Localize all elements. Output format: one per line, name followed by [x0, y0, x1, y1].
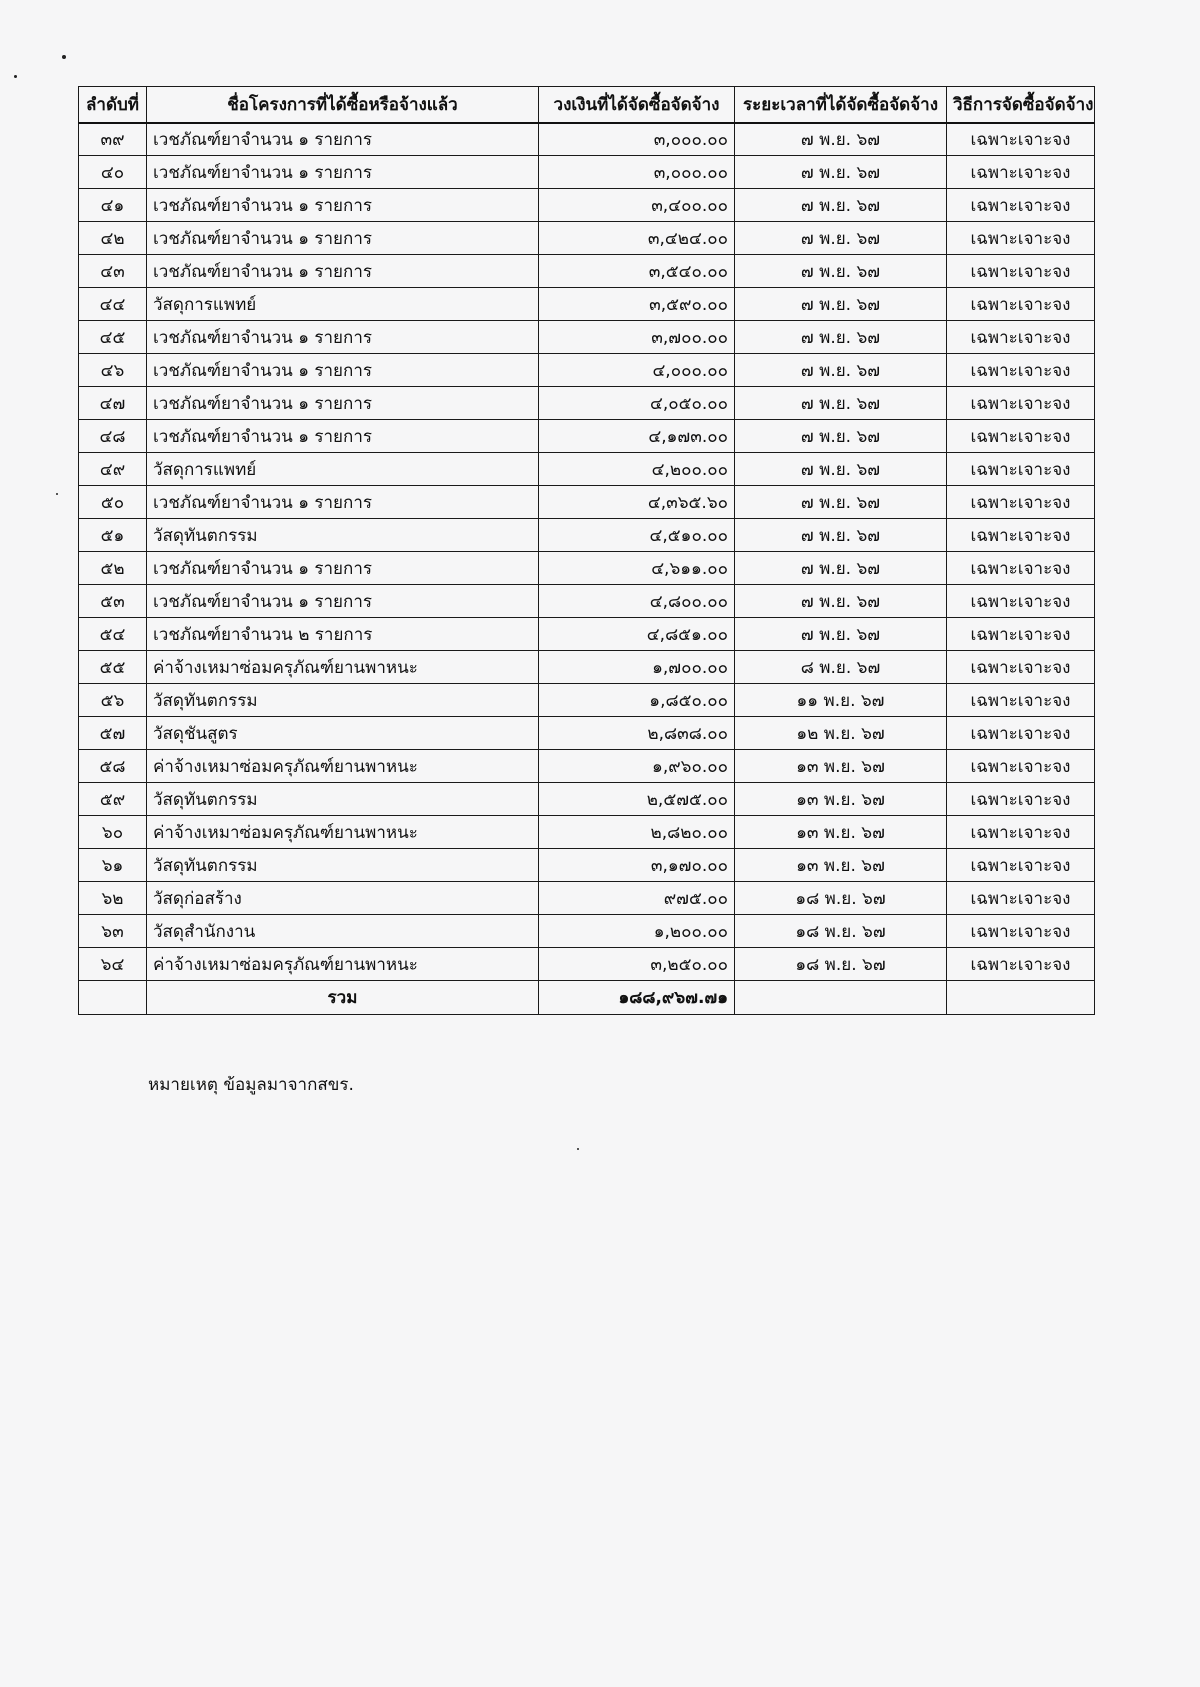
- table-row: [79, 420, 1095, 453]
- cell-project-name: เวชภัณฑ์ยาจำนวน ๑ รายการ: [147, 354, 539, 387]
- table-row: [79, 849, 1095, 882]
- cell-date: ๑๑ พ.ย. ๖๗: [735, 684, 947, 717]
- cell-no: ๔๗: [79, 387, 147, 420]
- header-date: ระยะเวลาที่ได้จัดซื้อจัดจ้าง: [735, 87, 947, 123]
- total-date-cell: [735, 981, 947, 1015]
- cell-date: ๗ พ.ย. ๖๗: [735, 222, 947, 255]
- cell-amount: ๓,๔๒๔.๐๐: [539, 222, 735, 255]
- table-row: [79, 321, 1095, 354]
- cell-amount: ๓,๐๐๐.๐๐: [539, 156, 735, 189]
- table-row: [79, 585, 1095, 618]
- cell-no: ๔๔: [79, 288, 147, 321]
- cell-date: ๗ พ.ย. ๖๗: [735, 552, 947, 585]
- total-no-cell: [79, 981, 147, 1015]
- scan-speck: [14, 75, 17, 78]
- cell-date: ๑๓ พ.ย. ๖๗: [735, 816, 947, 849]
- cell-amount: ๔,๘๕๑.๐๐: [539, 618, 735, 651]
- table-row: [79, 354, 1095, 387]
- cell-method: เฉพาะเจาะจง: [947, 816, 1095, 849]
- total-amount: ๑๘๘,๙๖๗.๗๑: [539, 981, 735, 1015]
- scan-speck: [56, 493, 58, 495]
- cell-no: ๔๖: [79, 354, 147, 387]
- cell-method: เฉพาะเจาะจง: [947, 882, 1095, 915]
- cell-amount: ๔,๖๑๑.๐๐: [539, 552, 735, 585]
- cell-no: ๖๐: [79, 816, 147, 849]
- cell-method: เฉพาะเจาะจง: [947, 651, 1095, 684]
- cell-amount: ๑,๗๐๐.๐๐: [539, 651, 735, 684]
- cell-date: ๗ พ.ย. ๖๗: [735, 420, 947, 453]
- cell-project-name: วัสดุชันสูตร: [147, 717, 539, 750]
- total-method-cell: [947, 981, 1095, 1015]
- cell-method: เฉพาะเจาะจง: [947, 255, 1095, 288]
- cell-date: ๑๘ พ.ย. ๖๗: [735, 948, 947, 981]
- table-row: [79, 750, 1095, 783]
- cell-no: ๖๓: [79, 915, 147, 948]
- cell-project-name: เวชภัณฑ์ยาจำนวน ๑ รายการ: [147, 255, 539, 288]
- table-row: [79, 519, 1095, 552]
- cell-method: เฉพาะเจาะจง: [947, 156, 1095, 189]
- cell-project-name: ค่าจ้างเหมาซ่อมครุภัณฑ์ยานพาหนะ: [147, 816, 539, 849]
- table-row: [79, 123, 1095, 156]
- cell-project-name: วัสดุทันตกรรม: [147, 684, 539, 717]
- header-method: วิธีการจัดซื้อจัดจ้าง: [947, 87, 1095, 123]
- table-row: [79, 552, 1095, 585]
- cell-no: ๖๒: [79, 882, 147, 915]
- cell-project-name: เวชภัณฑ์ยาจำนวน ๑ รายการ: [147, 156, 539, 189]
- cell-no: ๕๓: [79, 585, 147, 618]
- table-row: [79, 486, 1095, 519]
- table-row: [79, 684, 1095, 717]
- cell-method: เฉพาะเจาะจง: [947, 222, 1095, 255]
- cell-method: เฉพาะเจาะจง: [947, 189, 1095, 222]
- cell-amount: ๓,๔๐๐.๐๐: [539, 189, 735, 222]
- cell-project-name: เวชภัณฑ์ยาจำนวน ๑ รายการ: [147, 552, 539, 585]
- cell-date: ๑๓ พ.ย. ๖๗: [735, 750, 947, 783]
- cell-method: เฉพาะเจาะจง: [947, 387, 1095, 420]
- cell-project-name: เวชภัณฑ์ยาจำนวน ๑ รายการ: [147, 222, 539, 255]
- cell-date: ๗ พ.ย. ๖๗: [735, 387, 947, 420]
- cell-amount: ๒,๘๒๐.๐๐: [539, 816, 735, 849]
- cell-no: ๕๔: [79, 618, 147, 651]
- cell-method: เฉพาะเจาะจง: [947, 453, 1095, 486]
- table-body: [79, 123, 1095, 981]
- table-row: [79, 189, 1095, 222]
- total-label: รวม: [147, 981, 539, 1015]
- cell-method: เฉพาะเจาะจง: [947, 717, 1095, 750]
- table-header-row: [79, 87, 1095, 123]
- cell-method: เฉพาะเจาะจง: [947, 123, 1095, 156]
- cell-no: ๕๙: [79, 783, 147, 816]
- scan-speck: [577, 1148, 579, 1150]
- cell-amount: ๔,๐๕๐.๐๐: [539, 387, 735, 420]
- cell-date: ๗ พ.ย. ๖๗: [735, 156, 947, 189]
- cell-project-name: วัสดุทันตกรรม: [147, 783, 539, 816]
- cell-no: ๔๐: [79, 156, 147, 189]
- cell-method: เฉพาะเจาะจง: [947, 519, 1095, 552]
- cell-date: ๑๘ พ.ย. ๖๗: [735, 915, 947, 948]
- cell-no: ๔๑: [79, 189, 147, 222]
- table-row: [79, 651, 1095, 684]
- cell-no: ๕๑: [79, 519, 147, 552]
- cell-method: เฉพาะเจาะจง: [947, 552, 1095, 585]
- header-project-name: ชื่อโครงการที่ได้ซื้อหรือจ้างแล้ว: [147, 87, 539, 123]
- cell-date: ๑๒ พ.ย. ๖๗: [735, 717, 947, 750]
- cell-project-name: วัสดุการแพทย์: [147, 453, 539, 486]
- table-row: [79, 222, 1095, 255]
- cell-project-name: เวชภัณฑ์ยาจำนวน ๑ รายการ: [147, 387, 539, 420]
- cell-no: ๔๘: [79, 420, 147, 453]
- cell-amount: ๔,๑๗๓.๐๐: [539, 420, 735, 453]
- footnote: หมายเหตุ ข้อมูลมาจากสขร.: [148, 1075, 354, 1095]
- cell-no: ๕๒: [79, 552, 147, 585]
- cell-amount: ๓,๕๙๐.๐๐: [539, 288, 735, 321]
- cell-method: เฉพาะเจาะจง: [947, 288, 1095, 321]
- cell-method: เฉพาะเจาะจง: [947, 618, 1095, 651]
- cell-project-name: ค่าจ้างเหมาซ่อมครุภัณฑ์ยานพาหนะ: [147, 948, 539, 981]
- cell-project-name: เวชภัณฑ์ยาจำนวน ๒ รายการ: [147, 618, 539, 651]
- cell-amount: ๓,๐๐๐.๐๐: [539, 123, 735, 156]
- cell-date: ๗ พ.ย. ๖๗: [735, 288, 947, 321]
- cell-method: เฉพาะเจาะจง: [947, 750, 1095, 783]
- cell-project-name: เวชภัณฑ์ยาจำนวน ๑ รายการ: [147, 486, 539, 519]
- cell-no: ๖๑: [79, 849, 147, 882]
- table-row: [79, 717, 1095, 750]
- table-row: [79, 618, 1095, 651]
- cell-date: ๗ พ.ย. ๖๗: [735, 123, 947, 156]
- cell-project-name: ค่าจ้างเหมาซ่อมครุภัณฑ์ยานพาหนะ: [147, 651, 539, 684]
- cell-amount: ๒,๘๓๘.๐๐: [539, 717, 735, 750]
- cell-date: ๘ พ.ย. ๖๗: [735, 651, 947, 684]
- cell-method: เฉพาะเจาะจง: [947, 420, 1095, 453]
- table-row: [79, 255, 1095, 288]
- cell-no: ๔๓: [79, 255, 147, 288]
- cell-no: ๔๙: [79, 453, 147, 486]
- procurement-table: [78, 86, 1095, 1015]
- cell-no: ๕๗: [79, 717, 147, 750]
- cell-no: ๔๒: [79, 222, 147, 255]
- cell-date: ๗ พ.ย. ๖๗: [735, 453, 947, 486]
- cell-amount: ๓,๕๔๐.๐๐: [539, 255, 735, 288]
- cell-method: เฉพาะเจาะจง: [947, 684, 1095, 717]
- cell-amount: ๔,๘๐๐.๐๐: [539, 585, 735, 618]
- cell-amount: ๔,๕๑๐.๐๐: [539, 519, 735, 552]
- table-row: [79, 783, 1095, 816]
- cell-no: ๕๐: [79, 486, 147, 519]
- cell-amount: ๓,๗๐๐.๐๐: [539, 321, 735, 354]
- table-row: [79, 948, 1095, 981]
- cell-project-name: วัสดุทันตกรรม: [147, 519, 539, 552]
- header-amount: วงเงินที่ได้จัดซื้อจัดจ้าง: [539, 87, 735, 123]
- table-row: [79, 882, 1095, 915]
- table-row: [79, 387, 1095, 420]
- cell-no: ๓๙: [79, 123, 147, 156]
- cell-project-name: วัสดุก่อสร้าง: [147, 882, 539, 915]
- scan-speck: [62, 55, 66, 59]
- cell-method: เฉพาะเจาะจง: [947, 849, 1095, 882]
- cell-project-name: เวชภัณฑ์ยาจำนวน ๑ รายการ: [147, 189, 539, 222]
- cell-date: ๗ พ.ย. ๖๗: [735, 189, 947, 222]
- cell-date: ๗ พ.ย. ๖๗: [735, 618, 947, 651]
- total-row: [79, 981, 1095, 1015]
- cell-date: ๑๓ พ.ย. ๖๗: [735, 849, 947, 882]
- table-row: [79, 915, 1095, 948]
- cell-method: เฉพาะเจาะจง: [947, 486, 1095, 519]
- cell-no: ๕๖: [79, 684, 147, 717]
- cell-date: ๗ พ.ย. ๖๗: [735, 585, 947, 618]
- cell-amount: ๙๗๕.๐๐: [539, 882, 735, 915]
- cell-amount: ๓,๑๗๐.๐๐: [539, 849, 735, 882]
- cell-no: ๖๔: [79, 948, 147, 981]
- cell-project-name: วัสดุการแพทย์: [147, 288, 539, 321]
- cell-date: ๑๓ พ.ย. ๖๗: [735, 783, 947, 816]
- cell-method: เฉพาะเจาะจง: [947, 783, 1095, 816]
- cell-amount: ๓,๒๕๐.๐๐: [539, 948, 735, 981]
- cell-date: ๗ พ.ย. ๖๗: [735, 255, 947, 288]
- table-row: [79, 288, 1095, 321]
- cell-amount: ๒,๕๗๕.๐๐: [539, 783, 735, 816]
- cell-amount: ๔,๓๖๕.๖๐: [539, 486, 735, 519]
- cell-amount: ๑,๒๐๐.๐๐: [539, 915, 735, 948]
- cell-amount: ๔,๐๐๐.๐๐: [539, 354, 735, 387]
- cell-method: เฉพาะเจาะจง: [947, 321, 1095, 354]
- table-row: [79, 816, 1095, 849]
- cell-method: เฉพาะเจาะจง: [947, 585, 1095, 618]
- cell-date: ๗ พ.ย. ๖๗: [735, 519, 947, 552]
- cell-date: ๗ พ.ย. ๖๗: [735, 486, 947, 519]
- cell-project-name: วัสดุทันตกรรม: [147, 849, 539, 882]
- cell-date: ๑๘ พ.ย. ๖๗: [735, 882, 947, 915]
- table-row: [79, 156, 1095, 189]
- cell-project-name: เวชภัณฑ์ยาจำนวน ๑ รายการ: [147, 321, 539, 354]
- cell-amount: ๑,๙๖๐.๐๐: [539, 750, 735, 783]
- cell-date: ๗ พ.ย. ๖๗: [735, 354, 947, 387]
- cell-method: เฉพาะเจาะจง: [947, 948, 1095, 981]
- cell-no: ๕๕: [79, 651, 147, 684]
- cell-project-name: ค่าจ้างเหมาซ่อมครุภัณฑ์ยานพาหนะ: [147, 750, 539, 783]
- cell-amount: ๔,๒๐๐.๐๐: [539, 453, 735, 486]
- cell-no: ๔๕: [79, 321, 147, 354]
- cell-project-name: เวชภัณฑ์ยาจำนวน ๑ รายการ: [147, 123, 539, 156]
- cell-method: เฉพาะเจาะจง: [947, 354, 1095, 387]
- cell-method: เฉพาะเจาะจง: [947, 915, 1095, 948]
- header-no: ลำดับที่: [79, 87, 147, 123]
- cell-project-name: วัสดุสำนักงาน: [147, 915, 539, 948]
- cell-amount: ๑,๘๕๐.๐๐: [539, 684, 735, 717]
- cell-date: ๗ พ.ย. ๖๗: [735, 321, 947, 354]
- cell-project-name: เวชภัณฑ์ยาจำนวน ๑ รายการ: [147, 420, 539, 453]
- table-row: [79, 453, 1095, 486]
- cell-no: ๕๘: [79, 750, 147, 783]
- cell-project-name: เวชภัณฑ์ยาจำนวน ๑ รายการ: [147, 585, 539, 618]
